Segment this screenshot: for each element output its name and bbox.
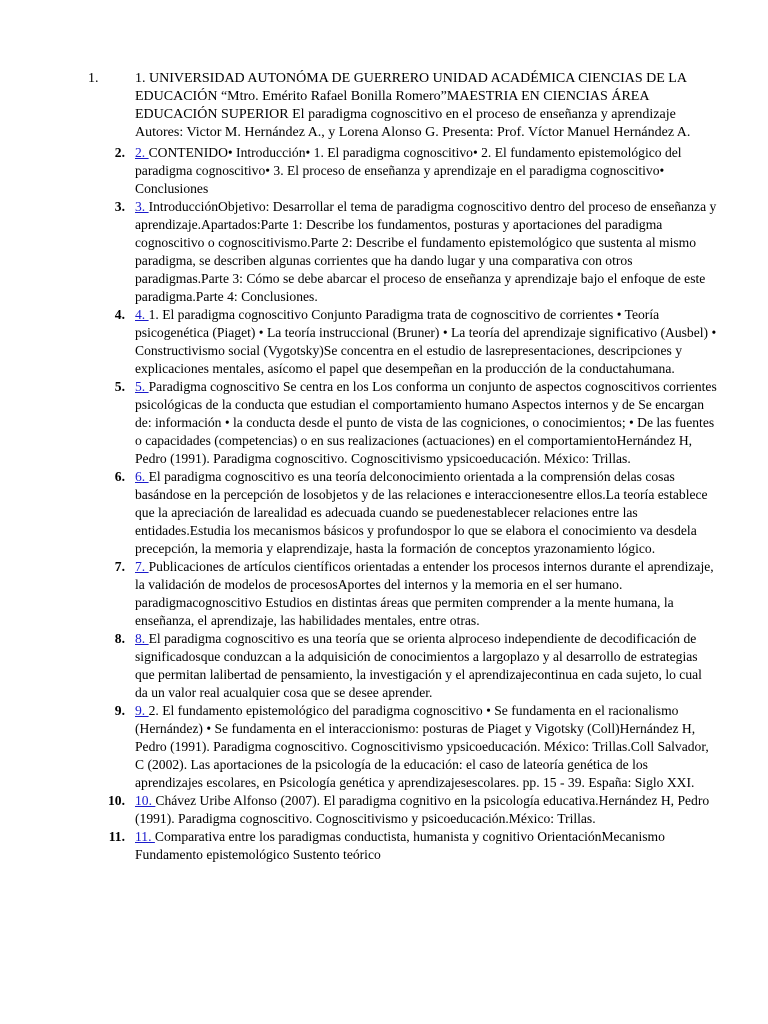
- item-number: 7.: [114, 559, 125, 574]
- slide-link[interactable]: 2.: [135, 145, 149, 160]
- list-item: [0, 378, 768, 468]
- item-text: Chávez Uribe Alfonso (2007). El paradigma cognitivo en la psicología educativa.Hernández H, Pedro (1991). Paradigma cognoscitivo. Cognoscitivismo y psicoeducación.México: Trillas.: [135, 793, 710, 826]
- item-text: 1. El paradigma cognoscitivo Conjunto Paradigma trata de cognoscitivo de corrientes • Teoría psicogenética (Piaget) • La teoría instruccional (Bruner) • La teoría del aprendizaje significativo (Ausbel) • Constructivismo social (Vygotsky)Se concentra en el estudio de lasrepresentaciones, descripciones y explicaciones mentales, asícomo el papel que desempeñan en la producción de la conductahumana.: [135, 307, 717, 376]
- list-item: [0, 198, 768, 306]
- item-number: 10.: [108, 793, 125, 808]
- list-item: [0, 702, 768, 792]
- item-number: 11.: [108, 829, 125, 844]
- list-item: [0, 828, 768, 864]
- slide-link[interactable]: 10.: [135, 793, 156, 808]
- item-text: Comparativa entre los paradigmas conductista, humanista y cognitivo OrientaciónMecanismo Fundamento epistemológico Sustento teórico: [135, 829, 665, 862]
- list-item: [0, 792, 768, 828]
- slide-link[interactable]: 11.: [135, 829, 155, 844]
- slide-link[interactable]: 4.: [135, 307, 149, 322]
- item-text: 1. UNIVERSIDAD AUTONÓMA DE GUERRERO UNIDAD ACADÉMICA CIENCIAS DE LA EDUCACIÓN “Mtro. Emérito Rafael Bonilla Romero”MAESTRIA EN CIENCIAS ÁREA EDUCACIÓN SUPERIOR El paradigma cognoscitivo en el proceso de enseñanza y aprendizaje Autores: Victor M. Hernández A., y Lorena Alonso G. Presenta: Prof. Víctor Manuel Hernández A.: [135, 71, 691, 140]
- list-item: [0, 630, 768, 702]
- item-text: El paradigma cognoscitivo es una teoría que se orienta alproceso independiente de decodificación de significadosque conduzcan a la adquisición de conocimientos a largoplazo y al desarrollo de estrategias que permitan lalibertad de pensamiento, la investigación y el aprendizajecontinua en cada sujeto, lo cual da un valor real acualquier cosa que se desee aprender.: [135, 631, 702, 700]
- slide-link[interactable]: 9.: [135, 703, 149, 718]
- slide-link[interactable]: 7.: [135, 559, 149, 574]
- item-number: 4.: [114, 307, 125, 322]
- list-item: [0, 70, 768, 142]
- item-number: 1.: [88, 71, 99, 86]
- item-number: 8.: [114, 631, 125, 646]
- list-item: [0, 468, 768, 558]
- list-item: [0, 306, 768, 378]
- slide-link[interactable]: 5.: [135, 379, 149, 394]
- item-number: 3.: [114, 199, 125, 214]
- item-text: Paradigma cognoscitivo Se centra en los Los conforma un conjunto de aspectos cognoscitivos corrientes psicológicas de la conducta que estudian el comportamiento humano Aspectos internos y de Se encargan de: información • la conducta desde el punto de vista de las cogniciones, o conocimientos; • De las fuentes o capacidades (competencias) o en sus realizaciones (actuaciones) en el comportamientoHernández H, Pedro (1991). Paradigma cognoscitivo. Cognoscitivismo ypsicoeducación. México: Trillas.: [135, 379, 717, 466]
- slide-text-list: [0, 70, 768, 864]
- item-text: IntroducciónObjetivo: Desarrollar el tema de paradigma cognoscitivo dentro del proceso de enseñanza y aprendizaje.Apartados:Parte 1: Describe los fundamentos, posturas y aportaciones del paradigma cognoscitivo o cognoscitivismo.Parte 2: Describe el fundamento epistemológico que sustenta al mismo paradigma, se describen algunas corrientes que ha dando lugar y una comparativa con otros paradigmas.Parte 3: Cómo se debe abarcar el proceso de enseñanza y aprendizaje bajo el enfoque de este paradigma.Parte 4: Conclusiones.: [135, 199, 717, 304]
- item-number: 2.: [114, 145, 125, 160]
- document-body: [0, 70, 768, 864]
- item-text: Publicaciones de artículos científicos orientadas a entender los procesos internos durante el aprendizaje, la validación de modelos de procesosAportes del internos y la memoria en el ser humano. paradigmacognoscitivo Estudios en distintas áreas que permiten comprender a la mente humana, la enseñanza, el aprendizaje, las habilidades mentales, entre otras.: [135, 559, 714, 628]
- item-text: CONTENIDO• Introducción• 1. El paradigma cognoscitivo• 2. El fundamento epistemológico del paradigma cognoscitivo• 3. El proceso de enseñanza y aprendizaje en el paradigma cognoscitivo• Conclusiones: [135, 145, 682, 196]
- item-number: 6.: [114, 469, 125, 484]
- item-number: 5.: [114, 379, 125, 394]
- slide-link[interactable]: 6.: [135, 469, 149, 484]
- slide-link[interactable]: 8.: [135, 631, 149, 646]
- list-item: [0, 558, 768, 630]
- list-item: [0, 144, 768, 198]
- slide-link[interactable]: 3.: [135, 199, 149, 214]
- item-text: 2. El fundamento epistemológico del paradigma cognoscitivo • Se fundamenta en el racionalismo (Hernández) • Se fundamenta en el interaccionismo: posturas de Piaget y Vigotsky (Coll)Hernández H, Pedro (1991). Paradigma cognoscitivo. Cognoscitivismo ypsicoeducación. México: Trillas.Coll Salvador, C (2002). Las aportaciones de la psicología de la educación: el caso de lateoría genética de los aprendizajes escolares, en Psicología genética y aprendizajesescolares. pp. 15 - 39. España: Siglo XXI.: [135, 703, 709, 790]
- item-text: El paradigma cognoscitivo es una teoría delconocimiento orientada a la comprensión delas cosas basándose en la percepción de losobjetos y de las relaciones e interaccionesentre ellos.La teoría establece que la apreciación de larealidad es adecuada cuando se puedenestablecer relaciones entre las entidades.Estudia los mecanismos básicos y profundospor lo que se elabora el conocimiento va desdela precepción, la memoria y elaprendizaje, hasta la formación de conceptos yrazonamiento lógico.: [135, 469, 708, 556]
- item-number: 9.: [114, 703, 125, 718]
